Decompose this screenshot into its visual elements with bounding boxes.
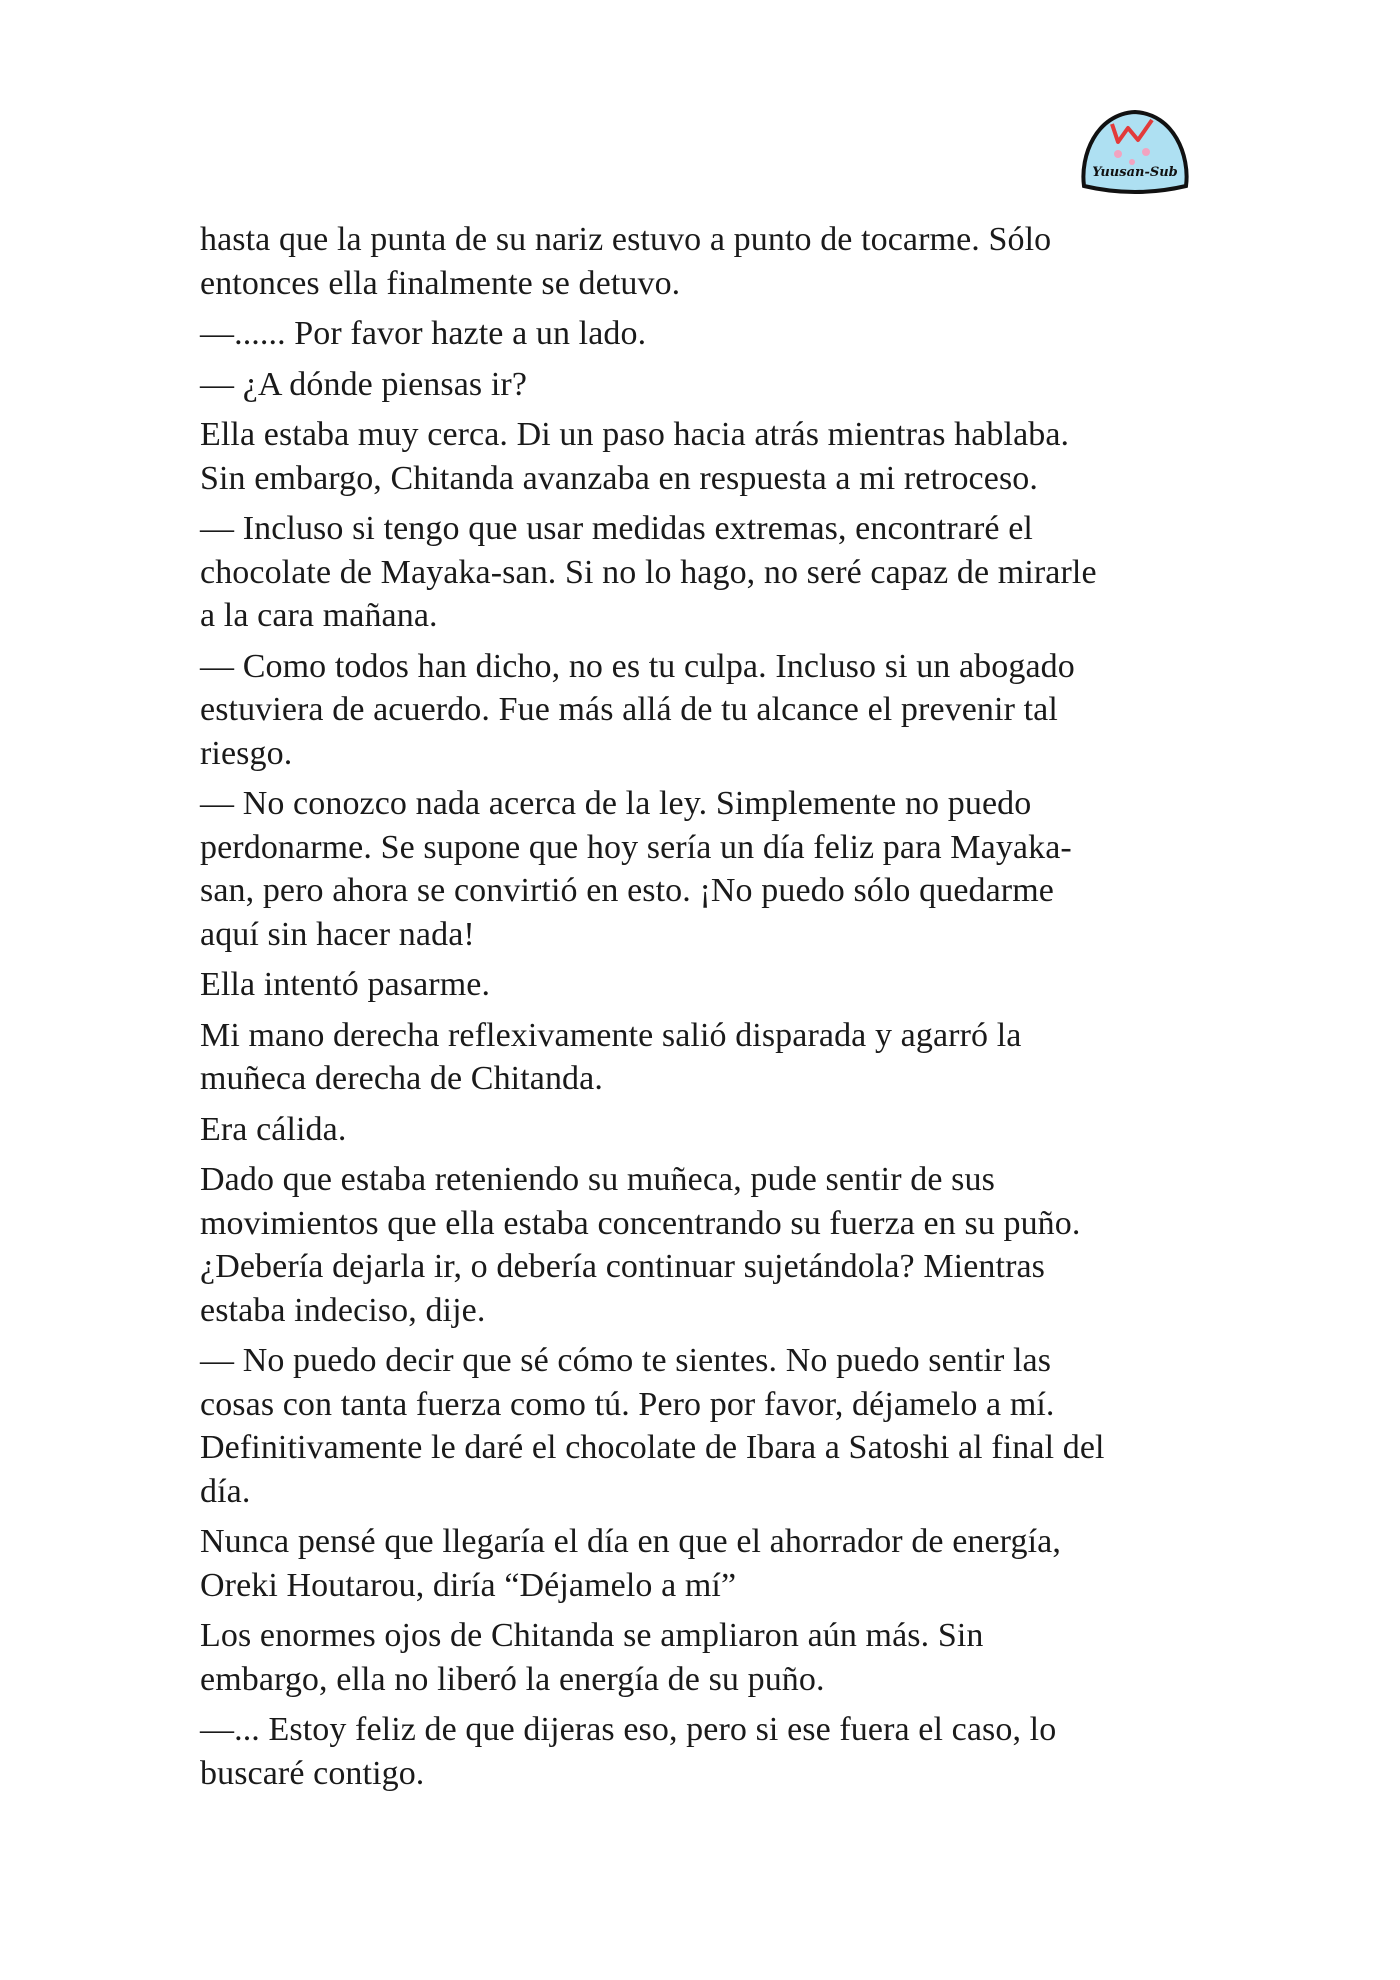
paragraph: — No puedo decir que sé cómo te sientes. No puedo sentir las cosas con tanta fuerza como tú. Pero por favor, déjamelo a mí. Definitivamente le daré el chocolate de Ibara a Satoshi al final del día. [200, 1342, 1105, 1510]
paragraph: — Como todos han dicho, no es tu culpa. Incluso si un abogado estuviera de acuerdo. Fue más allá de tu alcance el prevenir tal riesgo. [200, 647, 1075, 772]
logo-text: Yuusan-Sub [1092, 165, 1178, 180]
paragraph: — Incluso si tengo que usar medidas extremas, encontraré el chocolate de Mayaka-san. Si no lo hago, no seré capaz de mirarle a la cara mañana. [200, 510, 1097, 634]
paragraph: Dado que estaba reteniendo su muñeca, pude sentir de sus movimientos que ella estaba concentrando su fuerza en su puño. ¿Debería dejarla ir, o debería continuar sujetándola? Mientras estaba indeciso, dije. [200, 1161, 1081, 1329]
paragraph: Los enormes ojos de Chitanda se ampliaron aún más. Sin embargo, ella no liberó la energía de su puño. [200, 1617, 984, 1698]
watermark-logo [1078, 106, 1192, 196]
paragraph: —...... Por favor hazte a un lado. [200, 315, 647, 352]
paragraph: Nunca pensé que llegaría el día en que el ahorrador de energía, Oreki Houtarou, diría “Déjamelo a mí” [200, 1523, 1061, 1604]
logo-graphic [1078, 106, 1192, 196]
paragraph: Ella intentó pasarme. [200, 966, 491, 1003]
paragraph: Mi mano derecha reflexivamente salió disparada y agarró la muñeca derecha de Chitanda. [200, 1016, 1022, 1097]
paragraph: — No conozco nada acerca de la ley. Simplemente no puedo perdonarme. Se supone que hoy sería un día feliz para Mayaka- san, pero ahora se convirtió en esto. ¡No puedo sólo quedarme aquí sin hacer nada! [200, 785, 1072, 953]
paragraph: Ella estaba muy cerca. Di un paso hacia atrás mientras hablaba. Sin embargo, Chitanda avanzaba en respuesta a mi retroceso. [200, 416, 1070, 497]
paragraph: hasta que la punta de su nariz estuvo a punto de tocarme. Sólo entonces ella finalmente se detuvo. [200, 221, 1052, 302]
paragraph: — ¿A dónde piensas ir? [200, 365, 528, 403]
paragraph: —... Estoy feliz de que dijeras eso, pero si ese fuera el caso, lo buscaré contigo. [200, 1711, 1057, 1792]
page-text [200, 218, 1200, 1802]
paragraph: Era cálida. [200, 1110, 347, 1148]
